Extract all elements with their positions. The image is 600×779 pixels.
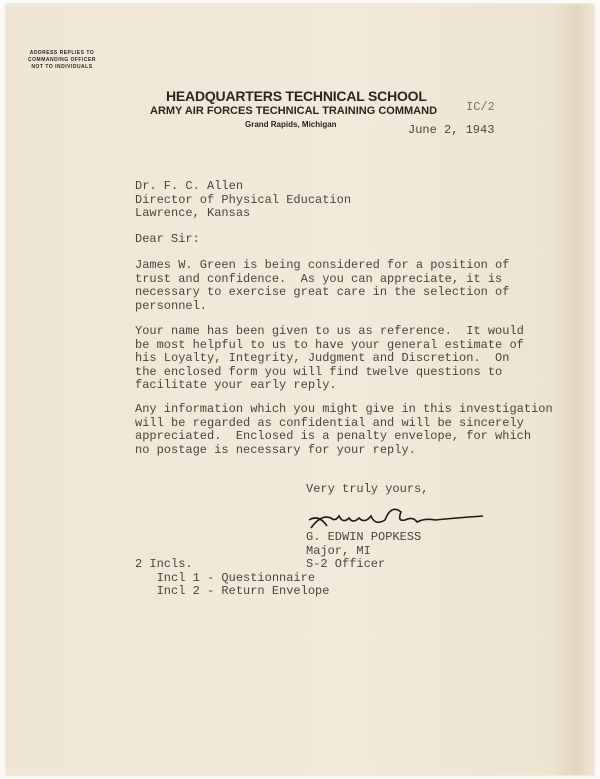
recipient-block bbox=[135, 180, 351, 221]
text-line: Your name has been given to us as reference. It would bbox=[135, 324, 524, 338]
text-line: his Loyalty, Integrity, Judgment and Discretion. On bbox=[135, 351, 510, 365]
text-line: trust and confidence. As you can appreciate, it is bbox=[135, 271, 503, 286]
enclosure-line: Incl 2 - Return Envelope bbox=[135, 584, 330, 598]
paragraph-1 bbox=[135, 259, 509, 313]
letterhead-location: Grand Rapids, Michigan bbox=[245, 120, 337, 129]
recipient-line: Director of Physical Education bbox=[135, 192, 352, 207]
signer-rank: Major, MI bbox=[306, 543, 371, 558]
letterhead-title: HEADQUARTERS TECHNICAL SCHOOL bbox=[166, 88, 427, 104]
enclosure-line: Incl 1 - Questionnaire bbox=[135, 570, 316, 585]
recipient-line: Lawrence, Kansas bbox=[135, 206, 251, 220]
address-note-line: COMMANDING OFFICER bbox=[28, 57, 96, 63]
recipient-line: Dr. F. C. Allen bbox=[135, 179, 244, 193]
salutation: Dear Sir: bbox=[135, 232, 200, 246]
text-line: no postage is necessary for your reply. bbox=[135, 442, 416, 457]
text-line: the enclosed form you will find twelve questions to bbox=[135, 364, 503, 379]
address-note-line: NOT TO INDIVIDUALS bbox=[31, 64, 93, 70]
signer-name: G. EDWIN POPKESS bbox=[306, 530, 422, 544]
text-line: appreciated. Enclosed is a penalty envelope, for which bbox=[135, 429, 532, 443]
text-line: facilitate your early reply. bbox=[135, 378, 337, 392]
paragraph-2 bbox=[135, 325, 524, 393]
text-line: personnel. bbox=[135, 298, 208, 313]
text-line: necessary to exercise great care in the selection of bbox=[135, 285, 510, 299]
closing: Very truly yours, bbox=[306, 482, 429, 496]
address-note-line: ADDRESS REPLIES TO bbox=[29, 50, 95, 56]
letterhead-subtitle: ARMY AIR FORCES TECHNICAL TRAINING COMMAND bbox=[150, 105, 438, 117]
enclosures bbox=[135, 558, 329, 599]
signer-title: S-2 Officer bbox=[306, 557, 386, 571]
address-note bbox=[22, 50, 102, 71]
letter-date: June 2, 1943 bbox=[408, 123, 495, 137]
paragraph-3 bbox=[135, 403, 553, 457]
text-line: Any information which you might give in this investigation bbox=[135, 402, 553, 416]
enclosure-line: 2 Incls. bbox=[135, 557, 193, 571]
reference-code: IC/2 bbox=[466, 100, 495, 114]
text-line: be most helpful to us to have your general estimate of bbox=[135, 337, 524, 352]
text-line: James W. Green is being considered for a position of bbox=[135, 258, 510, 272]
text-line: will be regarded as confidential and will be sincerely bbox=[135, 415, 524, 430]
